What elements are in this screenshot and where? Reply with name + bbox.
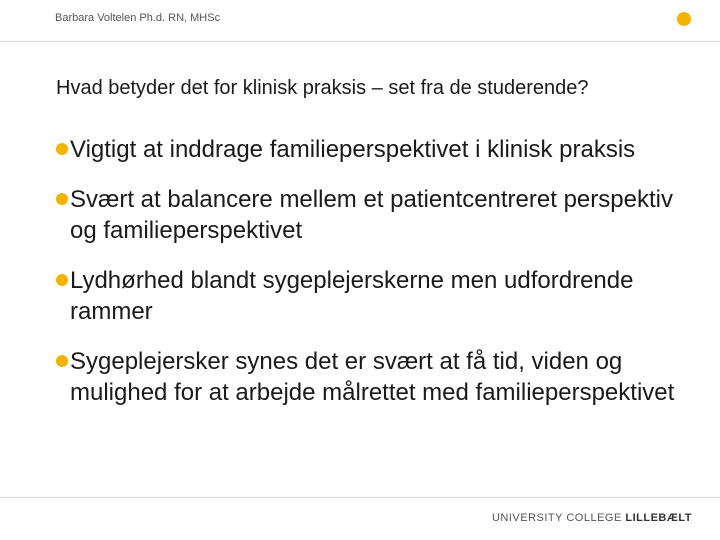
bullet-text: Lydhørhed blandt sygeplejerskerne men udfordrende rammer <box>70 267 634 325</box>
bullet-item <box>56 265 676 327</box>
bullet-item <box>56 184 676 246</box>
bullet-text: Sygeplejersker synes det er svært at få tid, viden og mulighed for at arbejde målrettet med familieperspektivet <box>70 348 675 406</box>
bullet-text: Vigtigt at inddrage familieperspektivet i klinisk praksis <box>70 136 636 163</box>
slide-title: Hvad betyder det for klinisk praksis – set fra de studerende? <box>56 77 589 99</box>
logo-text-strong: LILLEBÆLT <box>625 512 692 524</box>
bullet-text: Svært at balancere mellem et patientcentreret perspektiv og familieperspektivet <box>70 186 673 244</box>
bullet-item <box>56 134 676 165</box>
top-divider <box>0 41 720 42</box>
bullet-dot-icon <box>56 193 68 205</box>
bullet-dot-icon <box>56 143 68 155</box>
bottom-divider <box>0 497 720 498</box>
bullet-dot-icon <box>56 355 68 367</box>
institution-logo <box>492 512 692 524</box>
logo-text-light: UNIVERSITY COLLEGE <box>491 512 622 524</box>
bullet-item <box>56 346 676 408</box>
bullet-dot-icon <box>56 274 68 286</box>
author-label: Barbara Voltelen Ph.d. RN, MHSc <box>55 12 221 24</box>
orange-dot-icon <box>677 12 691 26</box>
bullet-list <box>56 134 676 427</box>
